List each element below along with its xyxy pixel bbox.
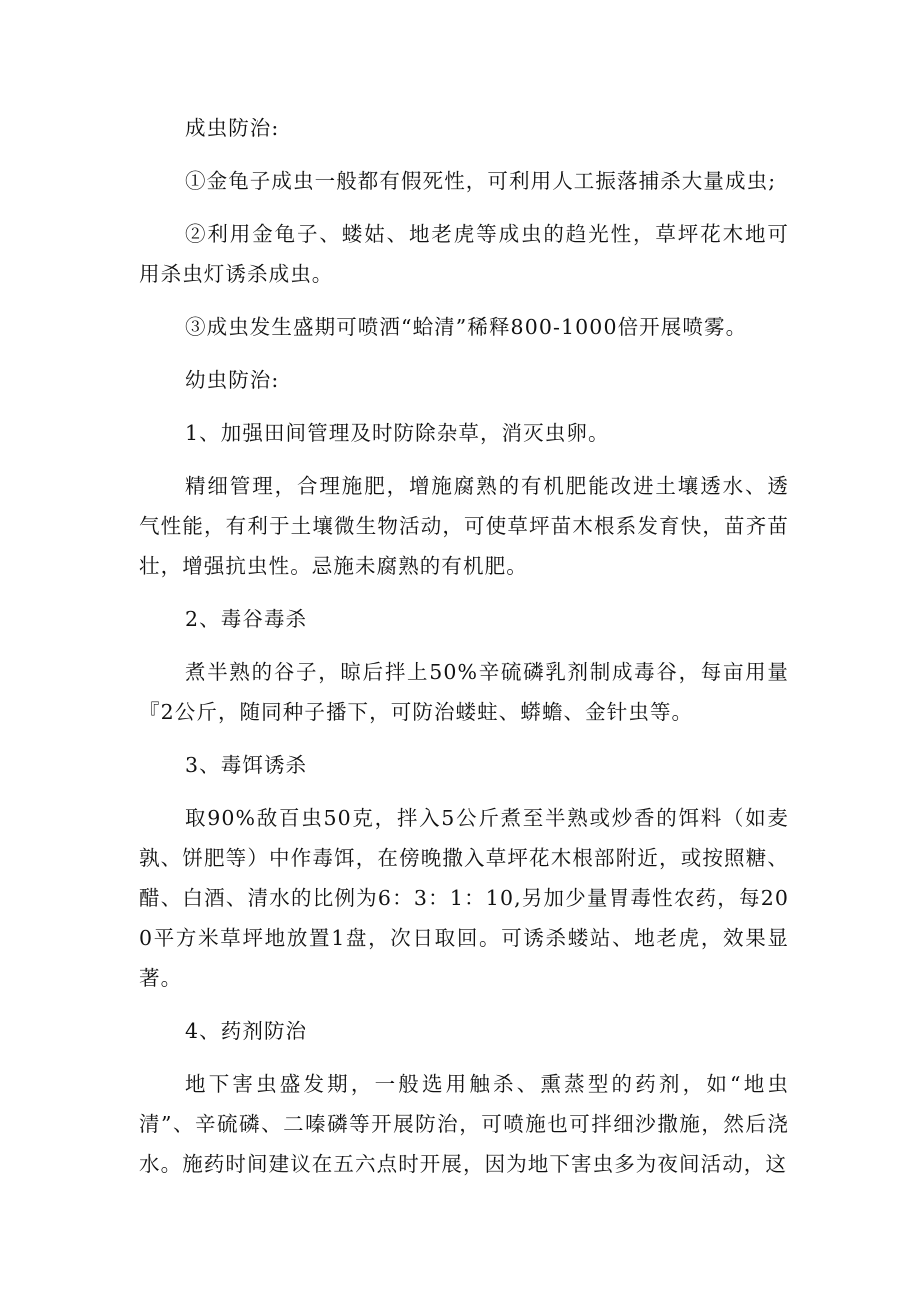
document-body [139, 108, 789, 1197]
section-2-body: 煮半熟的谷子，晾后拌上50%辛硫磷乳剂制成毒谷，每亩用量『2公斤，随同种子播下，可防治蝼蛀、蟒蟾、金针虫等。 [139, 660, 789, 724]
section-3-title: 3、毒饵诱杀 [185, 753, 308, 777]
section-2-title: 2、毒谷毒杀 [185, 607, 308, 631]
adult-control-item-3: ③成虫发生盛期可喷洒“蛤清”稀释800-1000倍开展喷雾。 [185, 315, 748, 339]
adult-control-item-1: ①金龟子成虫一般都有假死性，可利用人工振落捕杀大量成虫; [185, 169, 777, 193]
section-4-title: 4、药剂防治 [185, 1019, 308, 1043]
section-1-body: 精细管理，合理施肥，增施腐熟的有机肥能改进土壤透水、透气性能，有利于土壤微生物活动，可使草坪苗木根系发育快，苗齐苗壮，增强抗虫性。忌施未腐熟的有机肥。 [139, 474, 789, 578]
section-1-title: 1、加强田间管理及时防除杂草，消灭虫卵。 [185, 421, 610, 445]
section-3-body: 取90%敌百虫50克，拌入5公斤煮至半熟或炒香的饵料（如麦孰、饼肥等）中作毒饵，在傍晚撒入草坪花木根部附近，或按照糖、醋、白酒、清水的比例为6：3：1：10,另加少量胃毒性农药，每200平方米草坪地放置1盘，次日取回。可诱杀蝼站、地老虎，效果显著。 [139, 806, 789, 990]
larva-control-heading: 幼虫防治: [185, 368, 280, 392]
adult-control-heading: 成虫防治: [185, 116, 280, 140]
adult-control-item-2: ②利用金龟子、蝼姑、地老虎等成虫的趋光性，草坪花木地可用杀虫灯诱杀成虫。 [139, 222, 789, 286]
section-4-body: 地下害虫盛发期，一般选用触杀、熏蒸型的药剂，如“地虫清”、辛硫磷、二嗪磷等开展防治，可喷施也可拌细沙撒施，然后浇水。施药时间建议在五六点时开展，因为地下害虫多为夜间活动，这 [139, 1072, 789, 1176]
